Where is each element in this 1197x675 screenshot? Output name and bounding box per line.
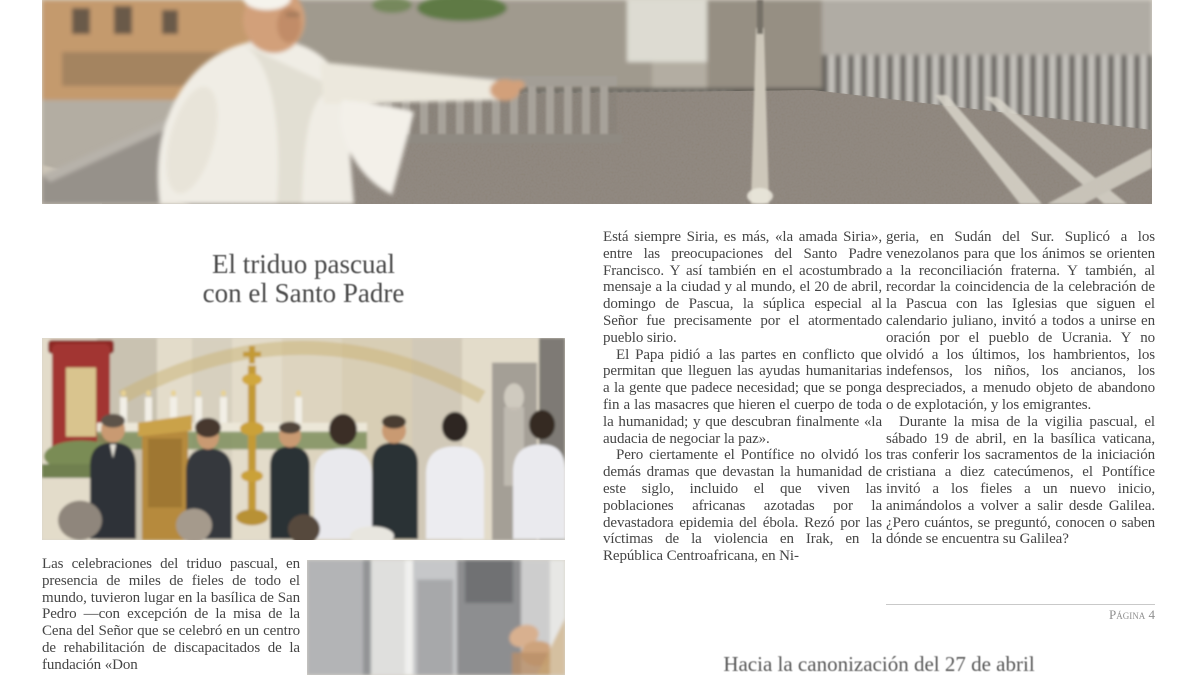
liturgy-illustration <box>42 338 565 540</box>
colonnade-attic <box>822 0 1152 58</box>
right-column <box>886 229 1155 601</box>
left-column-paragraph: Las celebraciones del triduo pascual, en presencia de miles de fieles de todo el mundo, tuvieron lugar en la basílica de San Pedro —con excepción de la misa de la Cena del Señor que se celebró en un centro de rehabilitación de discapacitados de la fundación «Don <box>42 556 300 673</box>
article-headline <box>42 250 565 308</box>
photo-pope-over-square <box>42 0 1152 204</box>
middle-paragraph-1: Está siempre Siria, es más, «la amada Siria», entre las preocupaciones del Santo Padre Francisco. Y así también en el acostumbrado mensaje a la ciudad y al mundo, el 20 de abril, domingo de Pascua, la súplica especial al Señor fue precisamente por el atormentado pueblo sirio. <box>603 229 882 346</box>
middle-paragraph-2: El Papa pidió a las partes en conflicto que permitan que lleguen las ayudas humanitarias a la gente que padece necesidad; que se ponga fin a las masacres que hieren el cuerpo de toda la humanidad; y que descubran finalmente «la audacia de negociar la paz». <box>603 346 882 447</box>
bottom-detail-illustration <box>307 560 565 675</box>
bottom-article-headline: Hacia la canonización del 27 de abril <box>723 652 1035 675</box>
photo-bottom-detail <box>307 560 565 675</box>
pope-square-illustration <box>42 0 1152 204</box>
altar-garland <box>97 432 367 450</box>
right-paragraph-2: Durante la misa de la vigilia pascual, el sábado 19 de abril, en la basílica vaticana, tras conferir los sacramentos de la iniciación cristiana a diez catecúmenos, el Pontífice invitó a los fieles a un nuevo inicio, animándolos a volver a salir desde Galilea. ¿Pero cuántos, se preguntó, conocen o saben dónde se encuentra su Galilea? <box>886 413 1155 548</box>
photo-liturgy-basilica <box>42 338 565 540</box>
middle-paragraph-3: Pero ciertamente el Pontífice no olvidó los demás dramas que devastan la humanidad de este siglo, incluido el que viven las poblaciones africanas azotadas por la devastadora epidemia del ébola. Rezó por las víctimas de la violencia en Irak, en la República Centroafricana, en Ni- <box>603 447 882 565</box>
headline-line1: El triduo pascual <box>212 249 395 279</box>
column-end-rule <box>886 604 1155 605</box>
middle-column <box>603 229 882 649</box>
right-paragraph-1: geria, en Sudán del Sur. Suplicó a los venezolanos para que los ánimos se orienten a la reconciliación fraterna. Y también, al recordar la coincidencia de la celebración de la Pascua con las Iglesias que siguen el calendario juliano, invitó a todos a unirse en oración por el pueblo de Ucrania. Y no olvidó a los últimos, los hambrientos, los indefensos, los niños, los ancianos, los despreciados, a menudo objeto de abandono o de explotación, y los emigrantes. <box>886 229 1155 413</box>
headline-line2: con el Santo Padre <box>202 278 405 308</box>
left-column <box>42 556 300 675</box>
page-reference: Página 4 <box>1109 607 1155 622</box>
